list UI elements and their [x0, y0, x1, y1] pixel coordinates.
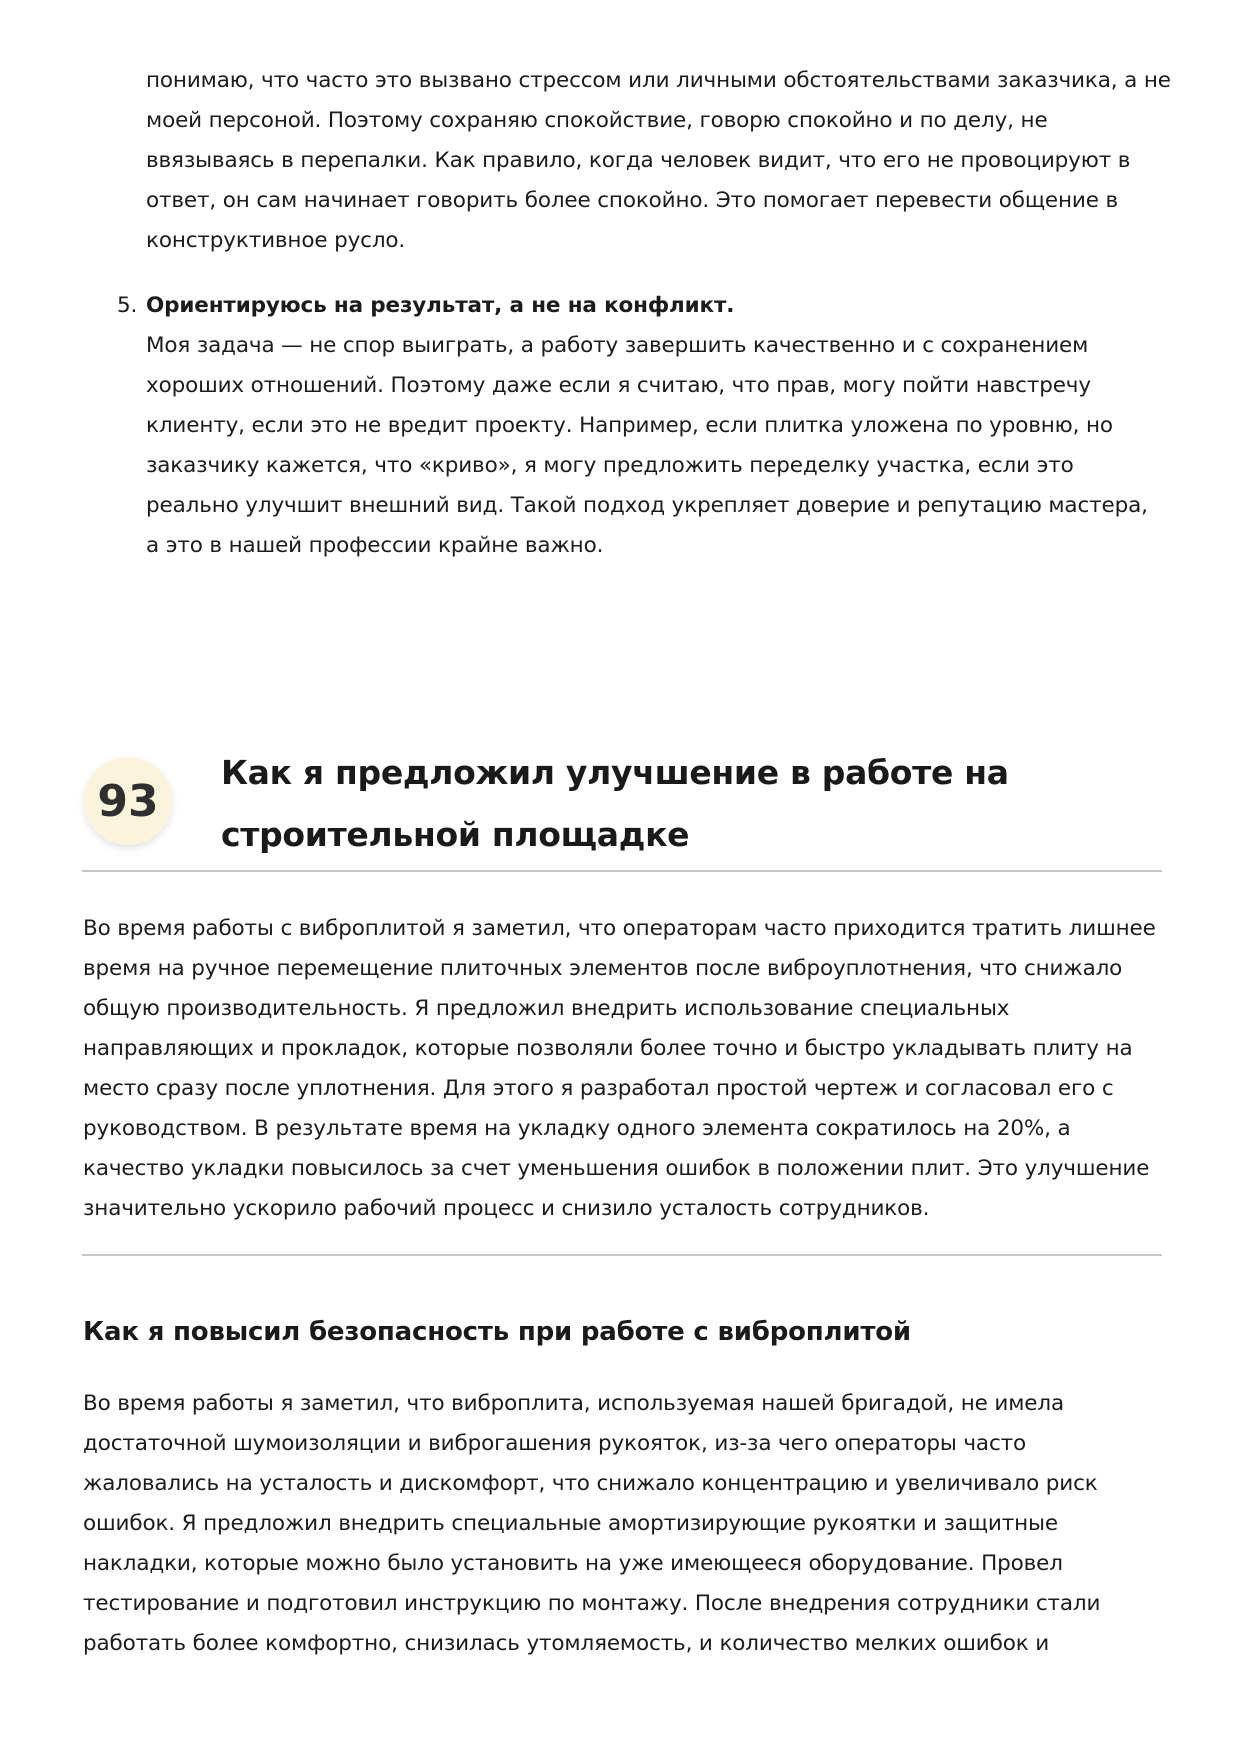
section-divider	[82, 1254, 1162, 1256]
section-number-badge: 93	[84, 757, 172, 845]
subsection-title: Как я повысил безопасность при работе с виброплитой	[83, 1317, 911, 1347]
section-header	[82, 736, 1162, 872]
continued-paragraph: понимаю, что часто это вызвано стрессом или личными обстоятельствами заказчика, а не моей персоной. Поэтому сохраняю спокойствие, говорю спокойно и по делу, не ввязываясь в перепалки. Как правило, когда человек видит, что его не провоцируют в ответ, он сам начинает говорить более спокойно. Это помогает перевести общение в конструктивное русло.	[146, 68, 1171, 253]
list-item	[117, 286, 1166, 566]
list-item-body: Моя задача — не спор выиграть, а работу завершить качественно и с сохранением хороших отношений. Поэтому даже если я считаю, что прав, могу пойти навстречу клиенту, если это не вредит проекту. Например, если плитка уложена по уровню, но заказчику кажется, что «криво», я могу предложить переделку участка, если это реально улучшит внешний вид. Такой подход укрепляет доверие и репутацию мастера, а это в нашей профессии крайне важно.	[146, 333, 1148, 558]
subsection-paragraph: Во время работы я заметил, что виброплита, используемая нашей бригадой, не имела достаточной шумоизоляции и виброгашения рукояток, из-за чего операторы часто жаловались на усталость и дискомфорт, что снижало концентрацию и увеличивало риск ошибок. Я предложил внедрить специальные амортизирующие рукоятки и защитные накладки, которые можно было установить на уже имеющееся оборудование. Провел тестирование и подготовил инструкцию по монтажу. После внедрения сотрудники стали работать более комфортно, снизилась утомляемость, и количество мелких ошибок и	[83, 1391, 1101, 1656]
section-title: Как я предложил улучшение в работе на строительной площадке	[221, 753, 1009, 854]
section-paragraph: Во время работы с виброплитой я заметил, что операторам часто приходится тратить лишнее время на ручное перемещение плиточных элементов после виброуплотнения, что снижало общую производительность. Я предложил внедрить использование специальных направляющих и прокладок, которые позволяли более точно и быстро укладывать плиту на место сразу после уплотнения. Для этого я разработал простой чертеж и согласовал его с руководством. В результате время на укладку одного элемента сократилось на 20%, а качество укладки повысилось за счет уменьшения ошибок в положении плит. Это улучшение значительно ускорило рабочий процесс и снизило усталость сотрудников.	[83, 916, 1156, 1221]
list-item-number: 5.	[117, 293, 138, 318]
list-item-title: Ориентируюсь на результат, а не на конфликт.	[146, 293, 735, 318]
